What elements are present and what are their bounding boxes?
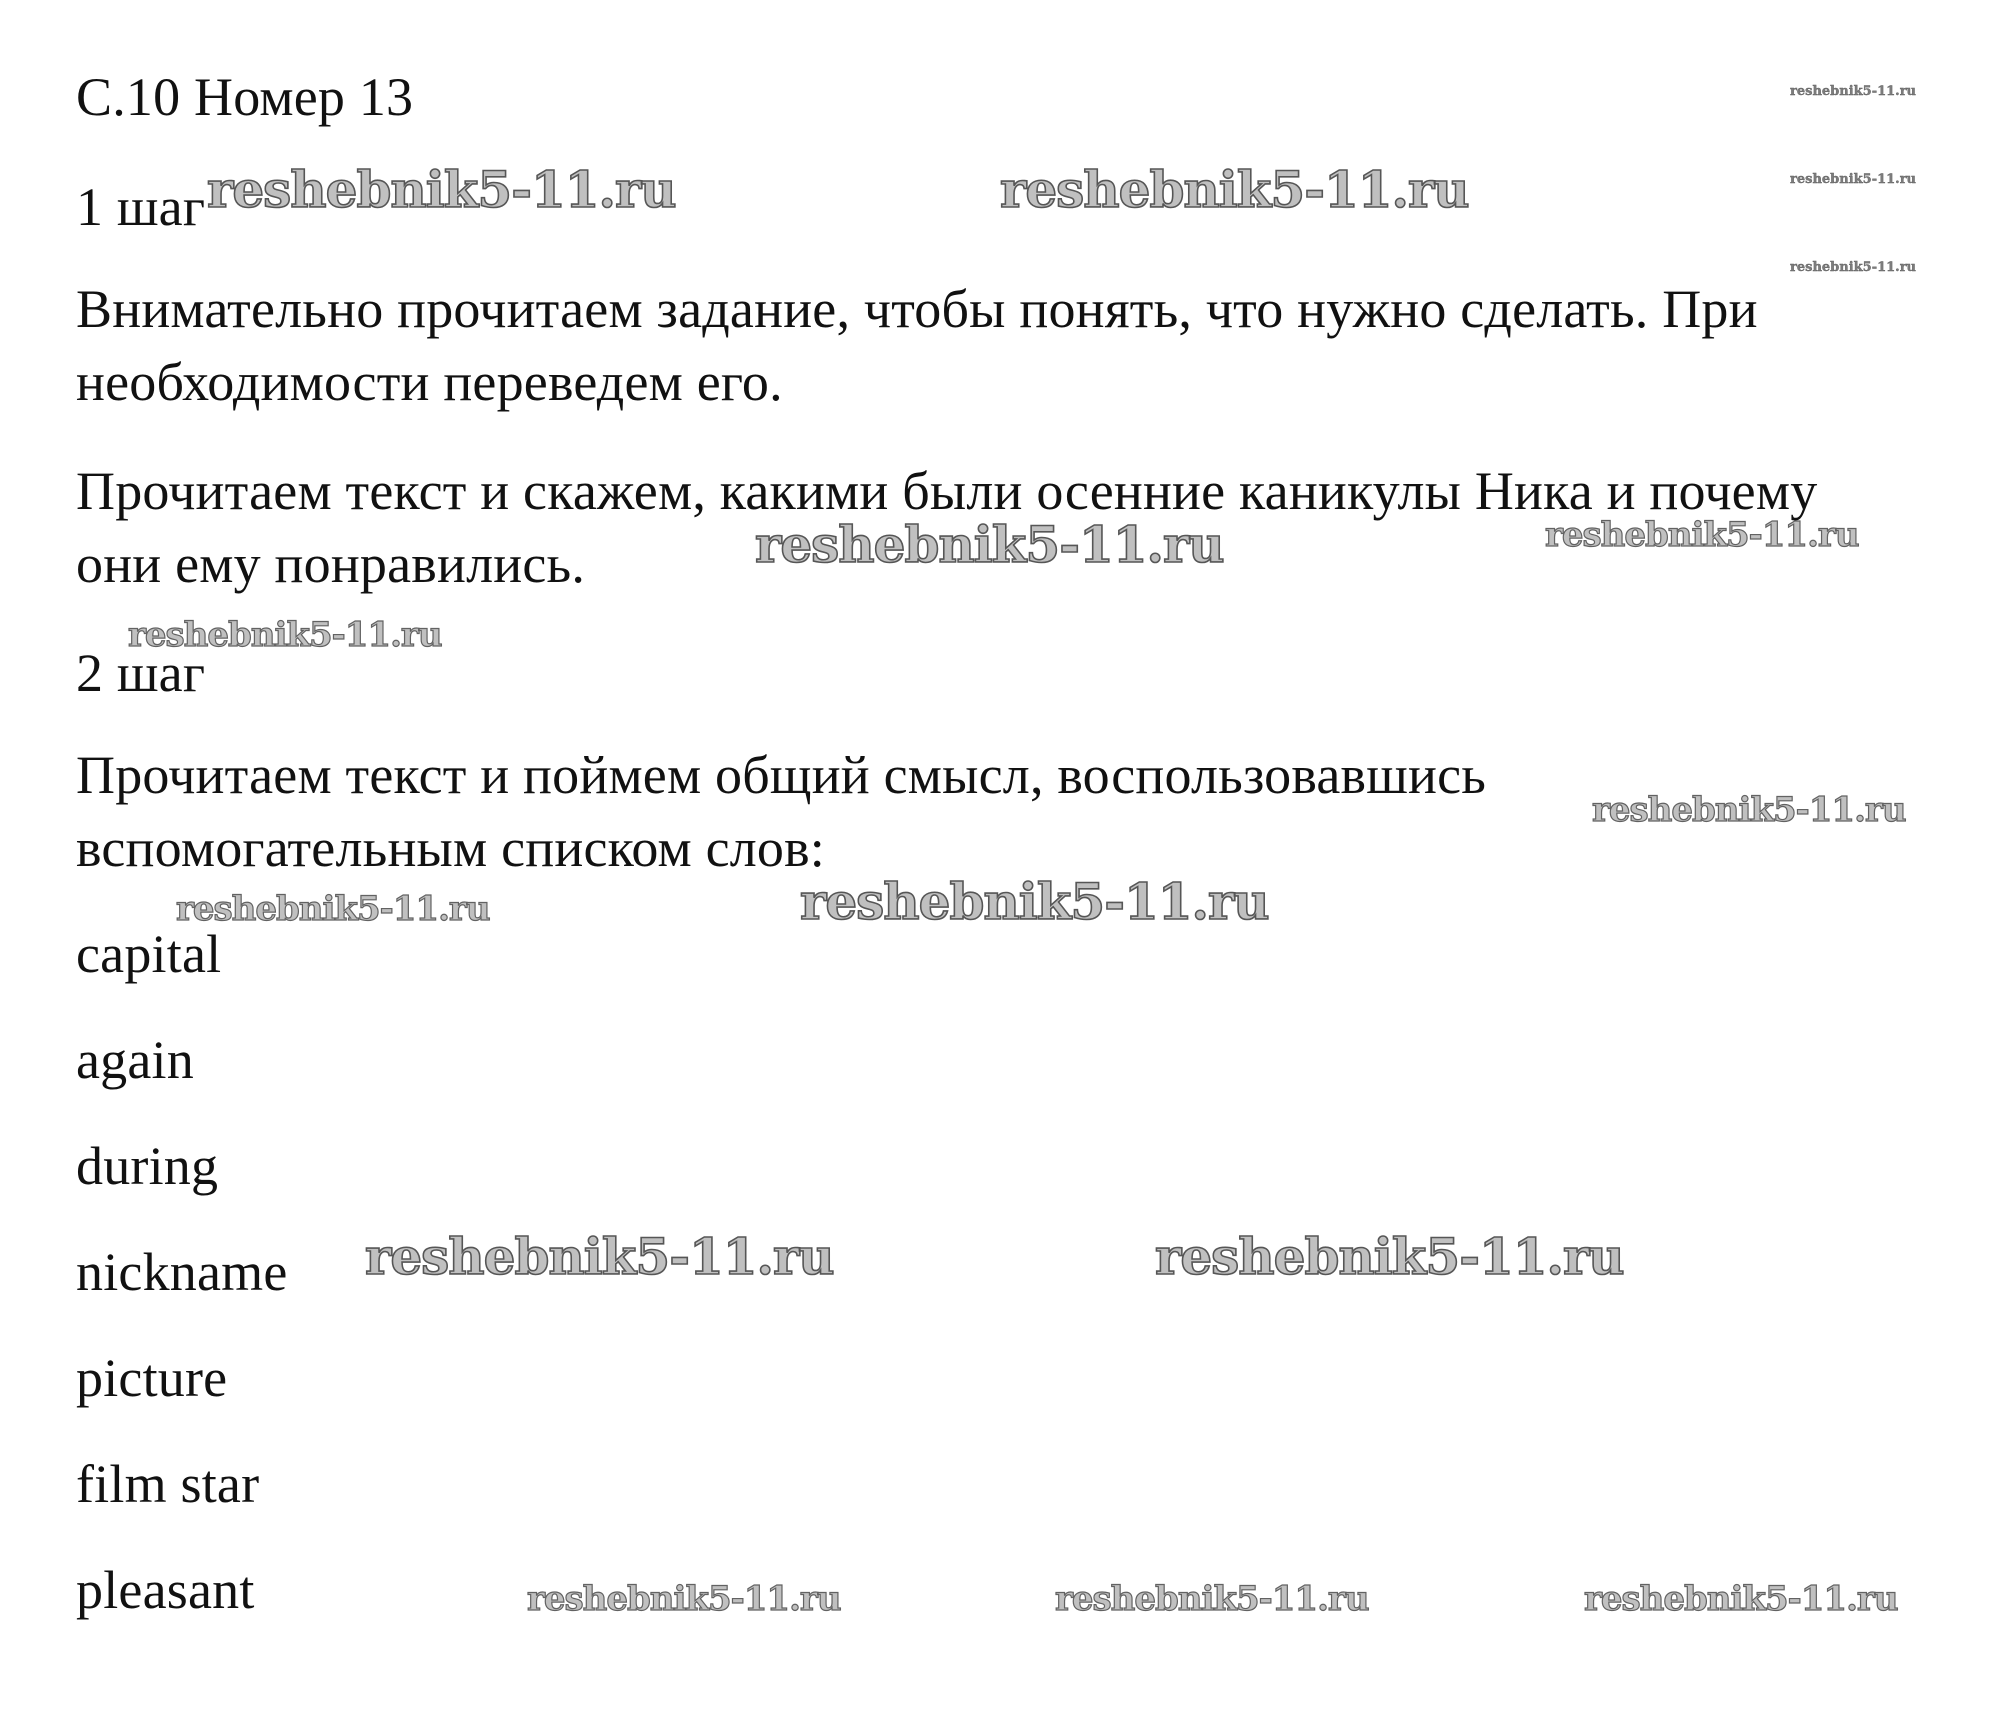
step-1-paragraph-1-line-2: необходимости переведем его.	[76, 352, 783, 412]
vocab-word: nickname	[76, 1242, 288, 1302]
watermark: reshebnik5-11.ru	[128, 615, 442, 655]
watermark: reshebnik5-11.ru	[1790, 260, 1917, 275]
step-2-paragraph-line-1: Прочитаем текст и поймем общий смысл, воспользовавшись	[76, 745, 1487, 805]
vocab-word: film star	[76, 1454, 260, 1514]
vocab-word: pleasant	[76, 1560, 255, 1620]
watermark: reshebnik5-11.ru	[1545, 515, 1859, 555]
watermark: reshebnik5-11.ru	[1592, 790, 1906, 830]
vocab-word: picture	[76, 1348, 228, 1408]
watermark: reshebnik5-11.ru	[1000, 160, 1469, 219]
step-1-paragraph-2-line-2: они ему понравились.	[76, 534, 586, 594]
step-1-paragraph-1-line-1: Внимательно прочитаем задание, чтобы понять, что нужно сделать. При	[76, 279, 1758, 339]
watermark: reshebnik5-11.ru	[207, 160, 676, 219]
vocab-word: capital	[76, 924, 222, 984]
watermark: reshebnik5-11.ru	[1155, 1227, 1624, 1286]
step-2-label: 2 шаг	[76, 643, 206, 703]
watermark: reshebnik5-11.ru	[1055, 1579, 1369, 1619]
page-title: С.10 Номер 13	[76, 67, 414, 127]
step-1-label: 1 шаг	[76, 177, 206, 237]
watermark: reshebnik5-11.ru	[800, 872, 1269, 931]
watermark: reshebnik5-11.ru	[1584, 1579, 1898, 1619]
vocab-word: again	[76, 1030, 194, 1090]
watermark: reshebnik5-11.ru	[1790, 172, 1917, 187]
step-1-paragraph-2-line-1: Прочитаем текст и скажем, какими были осенние каникулы Ника и почему	[76, 461, 1818, 521]
watermark: reshebnik5-11.ru	[176, 889, 490, 929]
watermark: reshebnik5-11.ru	[527, 1579, 841, 1619]
watermark: reshebnik5-11.ru	[755, 515, 1224, 574]
step-2-paragraph-line-2: вспомогательным списком слов:	[76, 818, 825, 878]
watermark: reshebnik5-11.ru	[365, 1227, 834, 1286]
vocab-word: during	[76, 1136, 219, 1196]
watermark: reshebnik5-11.ru	[1790, 84, 1917, 99]
